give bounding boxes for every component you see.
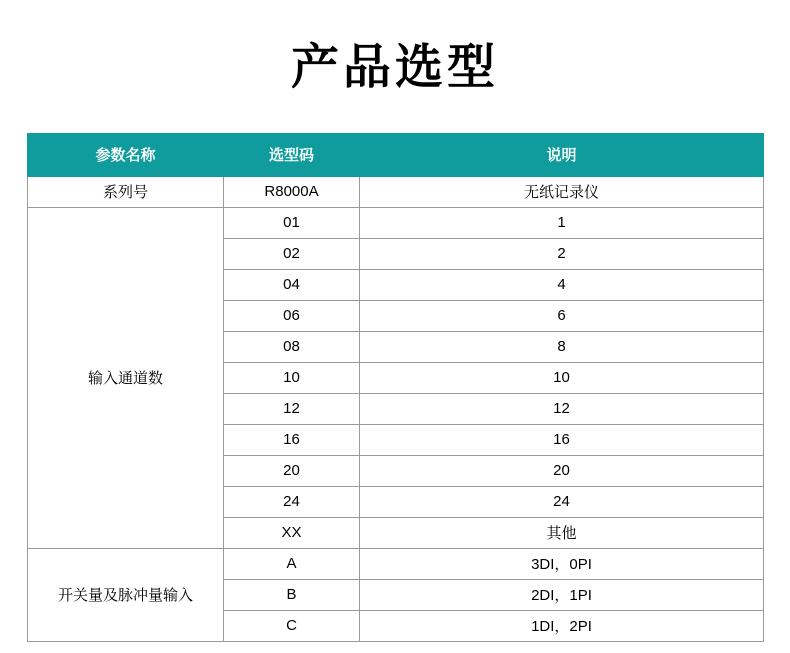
cell-code: 08 [224, 331, 360, 362]
cell-code: A [224, 548, 360, 579]
cell-description: 2 [360, 238, 764, 269]
cell-description: 6 [360, 300, 764, 331]
cell-description: 其他 [360, 517, 764, 548]
table-row [28, 548, 764, 579]
cell-description: 24 [360, 486, 764, 517]
cell-param-name: 开关量及脉冲量输入 [28, 548, 224, 641]
cell-description: 1 [360, 207, 764, 238]
cell-description: 4 [360, 269, 764, 300]
cell-description: 无纸记录仪 [360, 176, 764, 207]
cell-code: B [224, 579, 360, 610]
cell-description: 3DI，0PI [360, 548, 764, 579]
cell-code: C [224, 610, 360, 641]
table-header [28, 133, 764, 176]
cell-code: R8000A [224, 176, 360, 207]
cell-code: 10 [224, 362, 360, 393]
cell-param-name: 输入通道数 [28, 207, 224, 548]
cell-description: 20 [360, 455, 764, 486]
spec-table-container [27, 133, 763, 642]
cell-code: 01 [224, 207, 360, 238]
table-row [28, 207, 764, 238]
cell-description: 16 [360, 424, 764, 455]
cell-code: 02 [224, 238, 360, 269]
column-header-description: 说明 [360, 133, 764, 176]
column-header-param-name: 参数名称 [28, 133, 224, 176]
cell-description: 12 [360, 393, 764, 424]
cell-code: 20 [224, 455, 360, 486]
table-body [28, 176, 764, 641]
table-header-row [28, 133, 764, 176]
cell-code: 04 [224, 269, 360, 300]
cell-description: 1DI，2PI [360, 610, 764, 641]
cell-code: 24 [224, 486, 360, 517]
page-title: 产品选型 [290, 41, 499, 94]
column-header-code: 选型码 [224, 133, 360, 176]
product-selection-table [27, 133, 764, 642]
cell-code: 06 [224, 300, 360, 331]
cell-description: 10 [360, 362, 764, 393]
cell-code: 12 [224, 393, 360, 424]
cell-code: 16 [224, 424, 360, 455]
cell-code: XX [224, 517, 360, 548]
cell-description: 2DI，1PI [360, 579, 764, 610]
cell-description: 8 [360, 331, 764, 362]
cell-param-name: 系列号 [28, 176, 224, 207]
table-row [28, 176, 764, 207]
